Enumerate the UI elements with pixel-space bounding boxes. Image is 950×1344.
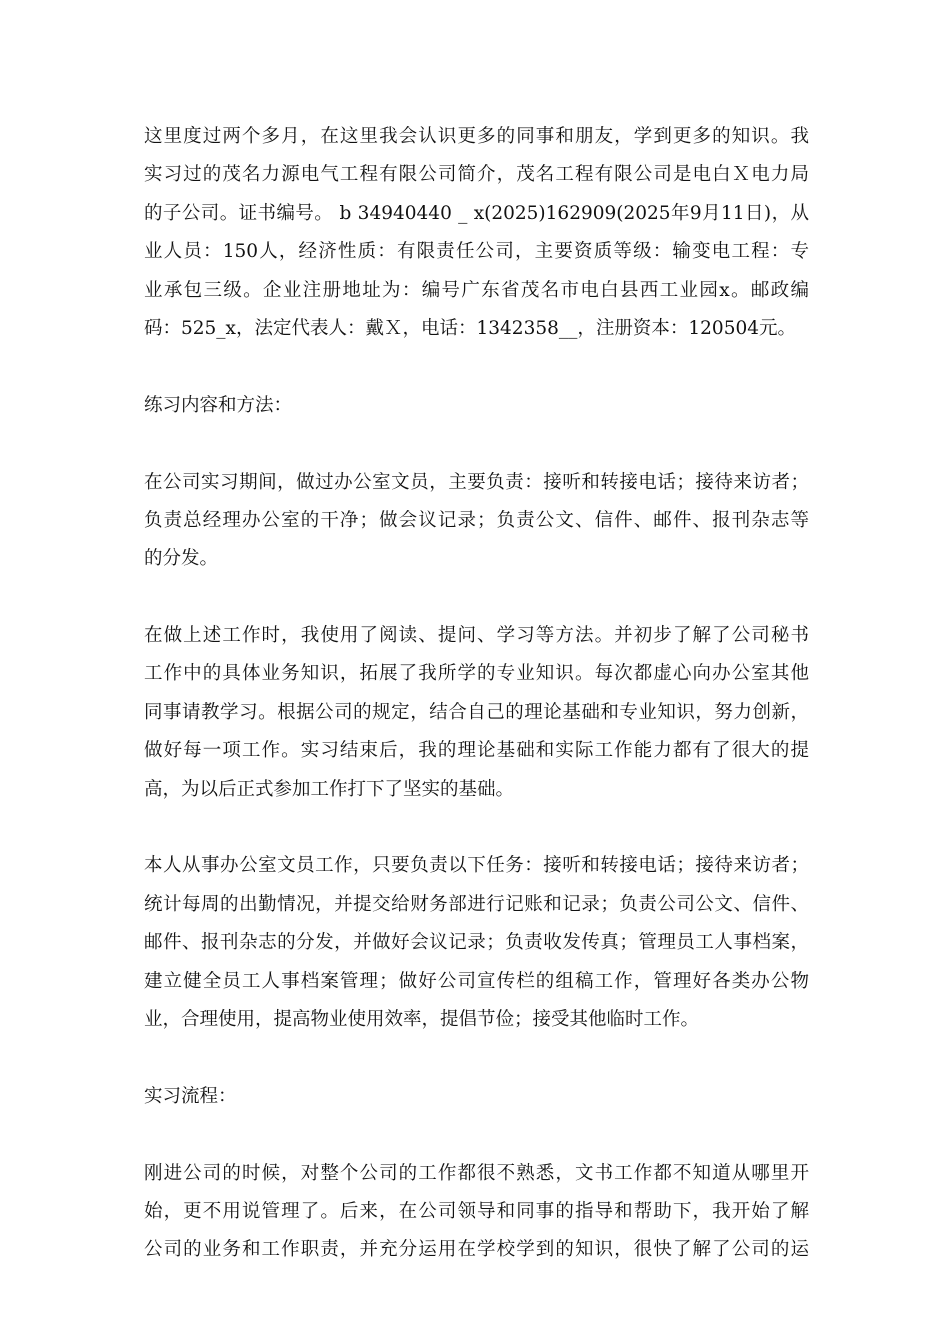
text-line: 的子公司。证书编号。 b 34940440 _ x(2025)162909(2025年9月11日)，从 (144, 202, 809, 224)
text-line: 业承包三级。企业注册地址为：编号广东省茂名市电白县西工业园x。邮政编 (144, 279, 809, 301)
text-line: 邮件、报刊杂志的分发，并做好会议记录；负责收发传真；管理员工人事档案， (144, 932, 809, 954)
document-body (144, 118, 809, 1270)
paragraph-duties (144, 464, 809, 579)
text-line: 统计每周的出勤情况，并提交给财务部进行记账和记录；负责公司公文、信件、 (144, 893, 809, 915)
text-line: 本人从事办公室文员工作，只要负责以下任务：接听和转接电话；接待来访者； (144, 855, 809, 877)
text-line: 的分发。 (144, 548, 219, 570)
section-heading-process (144, 1078, 809, 1116)
text-line: 同事请教学习。根据公司的规定，结合自己的理论基础和专业知识，努力创新， (144, 701, 809, 723)
text-line: 建立健全员工人事档案管理；做好公司宣传栏的组稿工作，管理好各类办公物 (144, 970, 809, 992)
heading-text: 实习流程： (144, 1085, 237, 1107)
text-line: 在做上述工作时，我使用了阅读、提问、学习等方法。并初步了解了公司秘书 (144, 625, 809, 647)
paragraph-company-intro (144, 118, 809, 348)
text-line: 高，为以后正式参加工作打下了坚实的基础。 (144, 778, 515, 800)
text-line: 在公司实习期间，做过办公室文员，主要负责：接听和转接电话；接待来访者； (144, 471, 809, 493)
text-line: 工作中的具体业务知识，拓展了我所学的专业知识。每次都虚心向办公室其他 (144, 663, 809, 685)
text-line: 公司的业务和工作职责，并充分运用在学校学到的知识，很快了解了公司的运 (144, 1239, 809, 1261)
text-line: 码：525_x，法定代表人：戴Ｘ，电话：1342358__，注册资本：120504元。 (144, 317, 797, 339)
section-heading-content-methods (144, 387, 809, 425)
text-line: 始，更不用说管理了。后来，在公司领导和同事的指导和帮助下，我开始了解 (144, 1200, 809, 1222)
text-line: 做好每一项工作。实习结束后，我的理论基础和实际工作能力都有了很大的提 (144, 740, 809, 762)
paragraph-tasks (144, 847, 809, 1039)
text-line: 这里度过两个多月，在这里我会认识更多的同事和朋友，学到更多的知识。我 (144, 126, 809, 147)
text-line: 实习过的茂名力源电气工程有限公司简介，茂名工程有限公司是电白Ｘ电力局 (144, 164, 809, 186)
text-line: 业人员：150人，经济性质：有限责任公司，主要资质等级：输变电工程：专 (144, 241, 809, 263)
paragraph-methods (144, 617, 809, 809)
text-line: 业，合理使用，提高物业使用效率，提倡节俭；接受其他临时工作。 (144, 1008, 700, 1030)
text-line: 刚进公司的时候，对整个公司的工作都很不熟悉，文书工作都不知道从哪里开 (144, 1162, 809, 1184)
paragraph-beginning (144, 1155, 809, 1270)
heading-text: 练习内容和方法： (144, 394, 293, 416)
text-line: 负责总经理办公室的干净；做会议记录；负责公文、信件、邮件、报刊杂志等 (144, 509, 809, 531)
